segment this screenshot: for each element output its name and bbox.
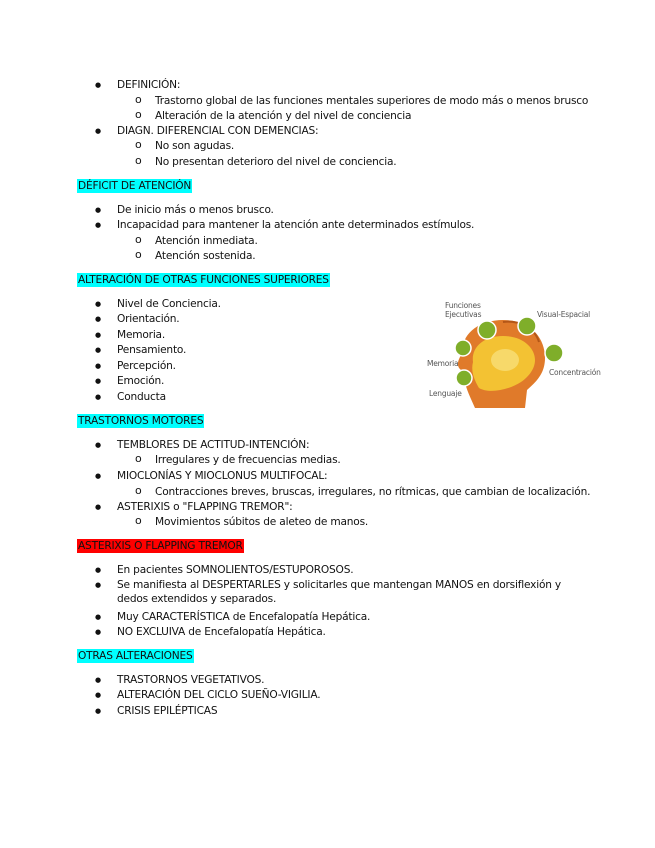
sub-list-item: o Contracciones breves, bruscas, irregulares, no rítmicas, que cambian de localización.	[155, 485, 590, 499]
concentration-icon	[545, 344, 563, 362]
section-heading: DÉFICIT DE ATENCIÓN	[78, 180, 192, 192]
brain-functions-figure	[423, 298, 623, 416]
list-item: ● Emoción.	[117, 374, 164, 388]
list-item: ● Se manifiesta al DESPERTARLES y solicitarles que mantengan MANOS en dorsiflexión y dedos extendidos y separados.	[117, 578, 572, 606]
sub-list-item: o Movimientos súbitos de aleteo de manos.	[155, 515, 368, 529]
list-item: ● Percepción.	[117, 359, 176, 373]
figure-label-ejecutivas: Ejecutivas	[445, 310, 482, 319]
figure-label-visual-espacial: Visual-Espacial	[537, 310, 590, 319]
list-item: ● Incapacidad para mantener la atención ante determinados estímulos.	[117, 218, 474, 232]
sub-list-item: o Trastorno global de las funciones mentales superiores de modo más o menos brusco	[155, 94, 588, 108]
list-item: ● ASTERIXIS o "FLAPPING TREMOR":	[117, 500, 293, 514]
section-heading: OTRAS ALTERACIONES	[78, 650, 193, 662]
figure-label-concentracion: Concentración	[549, 368, 601, 377]
executive-functions-icon	[478, 321, 496, 339]
list-item: ● NO EXCLUIVA de Encefalopatía Hepática.	[117, 625, 326, 639]
section-heading: TRASTORNOS MOTORES	[78, 415, 204, 427]
sub-list-item: o Atención sostenida.	[155, 249, 255, 263]
figure-label-memoria: Memoria	[427, 359, 459, 368]
list-item: ● DIAGN. DIFERENCIAL CON DEMENCIAS:	[117, 124, 318, 138]
sub-list-item: o No son agudas.	[155, 139, 234, 153]
sub-list-item: o Atención inmediata.	[155, 234, 258, 248]
figure-label-lenguaje: Lenguaje	[429, 389, 462, 398]
sub-list-item: o No presentan deterioro del nivel de conciencia.	[155, 155, 396, 169]
list-item: ● Orientación.	[117, 312, 179, 326]
list-item: ● En pacientes SOMNOLIENTOS/ESTUPOROSOS.	[117, 563, 353, 577]
list-item: ● Nivel de Conciencia.	[117, 297, 221, 311]
language-icon	[456, 370, 472, 386]
list-item: ● DEFINICIÓN:	[117, 78, 180, 92]
visual-spatial-icon	[518, 317, 536, 335]
sub-list-item: o Alteración de la atención y del nivel de conciencia	[155, 109, 411, 123]
section-heading: ALTERACIÓN DE OTRAS FUNCIONES SUPERIORES	[78, 274, 329, 286]
list-item: ● CRISIS EPILÉPTICAS	[117, 704, 217, 718]
section-heading: ASTERIXIS O FLAPPING TREMOR	[78, 540, 243, 552]
list-item: ● Muy CARACTERÍSTICA de Encefalopatía Hepática.	[117, 610, 370, 624]
list-item: ● Memoria.	[117, 328, 165, 342]
list-item: ● ALTERACIÓN DEL CICLO SUEÑO-VIGILIA.	[117, 688, 320, 702]
sub-list-item: o Irregulares y de frecuencias medias.	[155, 453, 341, 467]
list-item: ● TEMBLORES DE ACTITUD-INTENCIÓN:	[117, 438, 309, 452]
list-item: ● TRASTORNOS VEGETATIVOS.	[117, 673, 264, 687]
memory-icon	[455, 340, 471, 356]
list-item: ● Pensamiento.	[117, 343, 186, 357]
figure-label-funciones: Funciones	[445, 301, 481, 310]
list-item: ● De inicio más o menos brusco.	[117, 203, 274, 217]
list-item: ● MIOCLONÍAS Y MIOCLONUS MULTIFOCAL:	[117, 469, 327, 483]
list-item: ● Conducta	[117, 390, 166, 404]
